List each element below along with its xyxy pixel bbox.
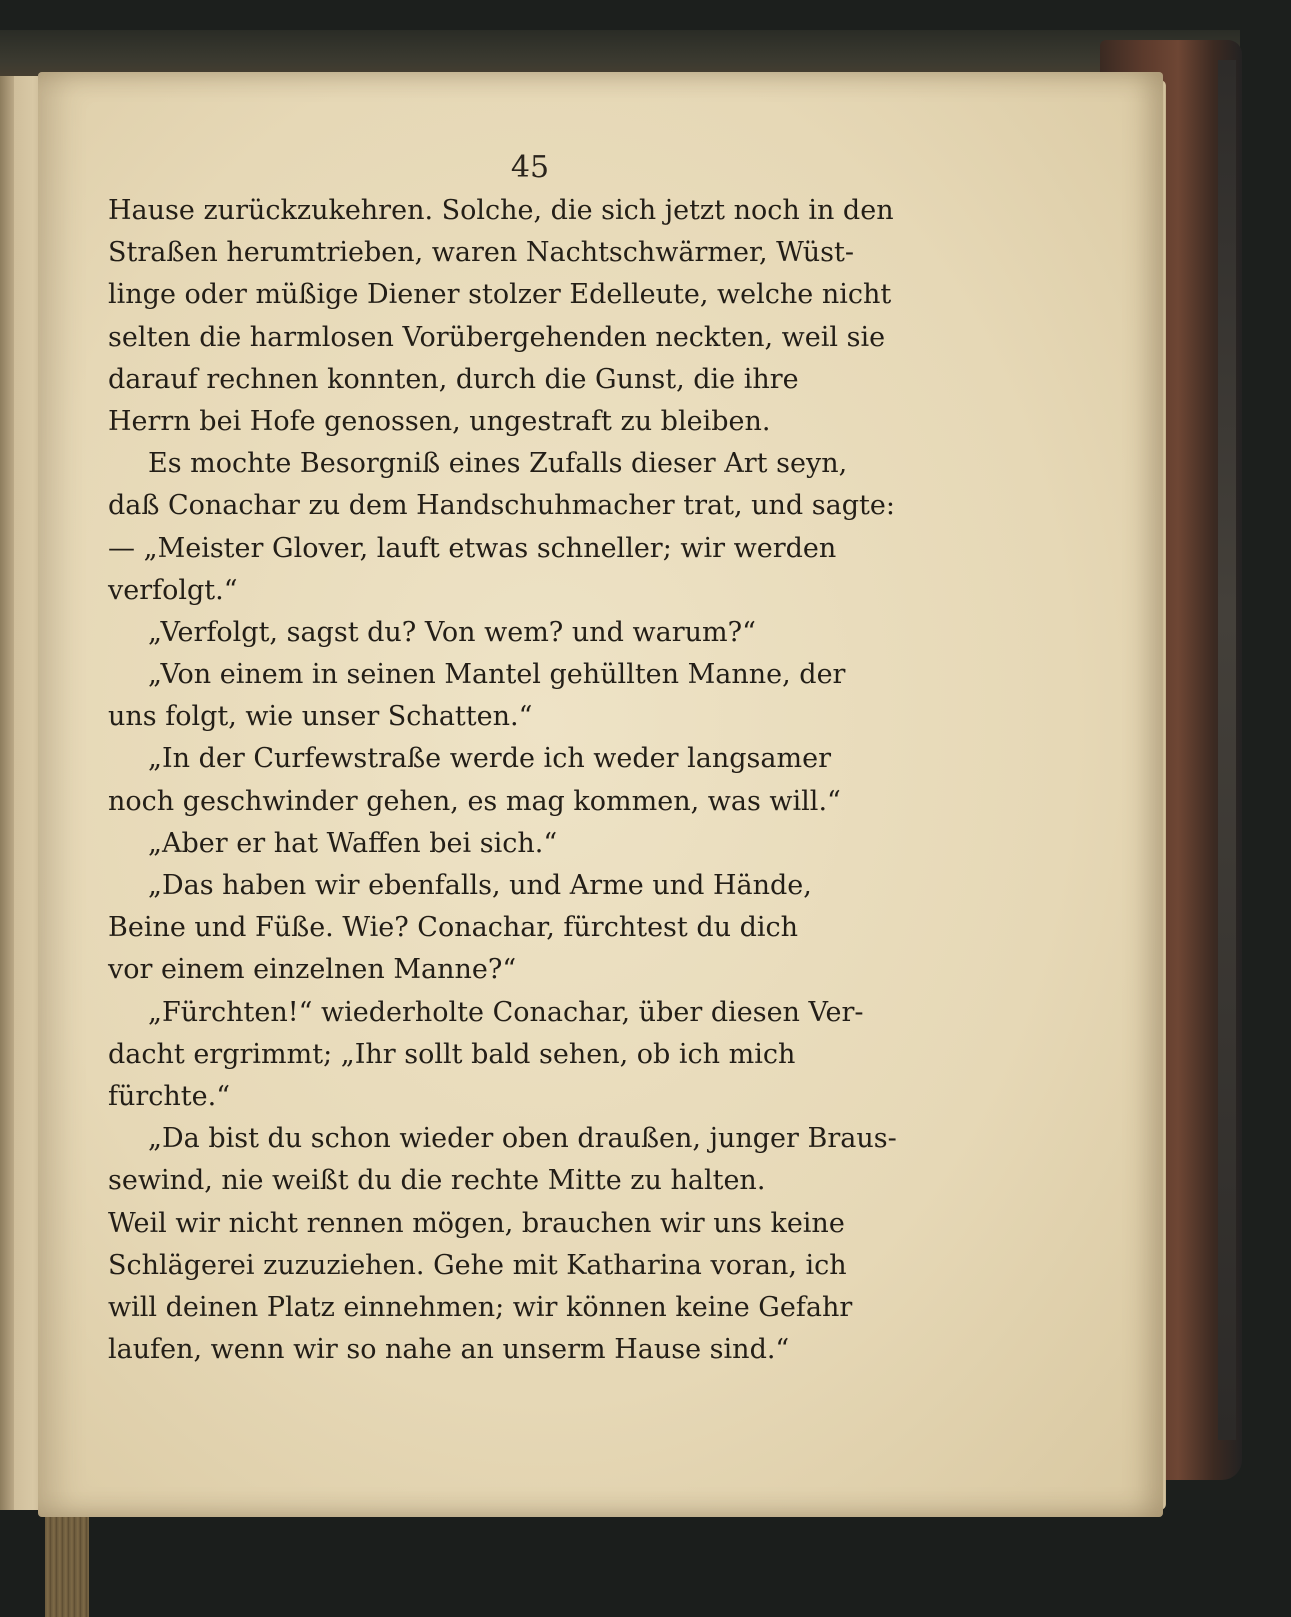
text-line: noch geschwinder gehen, es mag kommen, was will.“ <box>108 785 841 817</box>
text-line: Straßen herumtrieben, waren Nachtschwärmer, Wüst- <box>108 237 854 269</box>
text-line: „Das haben wir ebenfalls, und Arme und Hände, <box>148 870 812 901</box>
text-line: „In der Curfewstraße werde ich weder langsamer <box>148 743 831 775</box>
text-line: sewind, nie weißt du die rechte Mitte zu halten. <box>108 1165 766 1197</box>
text-line: Es mochte Besorgniß eines Zufalls dieser Art seyn, <box>148 448 848 480</box>
text-line: Schlägerei zuzuziehen. Gehe mit Katharina voran, ich <box>108 1249 847 1281</box>
text-line: darauf rechnen konnten, durch die Gunst, die ihre <box>108 363 799 395</box>
text-line: „Verfolgt, sagst du? Von wem? und warum?“ <box>148 616 756 648</box>
text-line: Herrn bei Hofe genossen, ungestraft zu bleiben. <box>108 405 771 437</box>
text-line: „Da bist du schon wieder oben draußen, junger Braus- <box>148 1123 897 1155</box>
binding-spine-strip <box>1218 60 1236 1440</box>
facing-page-shadow <box>0 76 14 1521</box>
text-line: dacht ergrimmt; „Ihr sollt bald sehen, ob ich mich <box>108 1038 796 1070</box>
text-line: selten die harmlosen Vorübergehenden neckten, weil sie <box>108 321 886 353</box>
text-line: „Von einem in seinen Mantel gehüllten Manne, der <box>148 659 846 691</box>
text-line: Weil wir nicht rennen mögen, brauchen wir uns keine <box>108 1207 845 1239</box>
page-text <box>108 190 928 1371</box>
text-line: laufen, wenn wir so nahe an unserm Hause sind.“ <box>108 1334 790 1366</box>
text-line: — „Meister Glover, lauft etwas schneller; wir werden <box>108 532 837 564</box>
text-line: „Fürchten!“ wiederholte Conachar, über diesen Ver- <box>148 996 864 1028</box>
text-line: daß Conachar zu dem Handschuhmacher trat, und sagte: <box>108 490 895 522</box>
text-line: vor einem einzelnen Manne?“ <box>108 954 517 986</box>
text-line: „Aber er hat Waffen bei sich.“ <box>148 827 558 859</box>
text-line: Beine und Füße. Wie? Conachar, fürchtest du dich <box>108 912 799 944</box>
text-line: fürchte.“ <box>108 1080 231 1112</box>
text-line: verfolgt.“ <box>108 574 238 606</box>
bottom-shadow <box>0 1510 1291 1617</box>
text-line: uns folgt, wie unser Schatten.“ <box>108 701 533 733</box>
page-number: 45 <box>510 150 550 185</box>
text-line: Hause zurückzukehren. Solche, die sich jetzt noch in den <box>108 195 894 226</box>
text-line: will deinen Platz einnehmen; wir können keine Gefahr <box>108 1291 853 1323</box>
text-line: linge oder müßige Diener stolzer Edelleute, welche nicht <box>108 279 892 311</box>
